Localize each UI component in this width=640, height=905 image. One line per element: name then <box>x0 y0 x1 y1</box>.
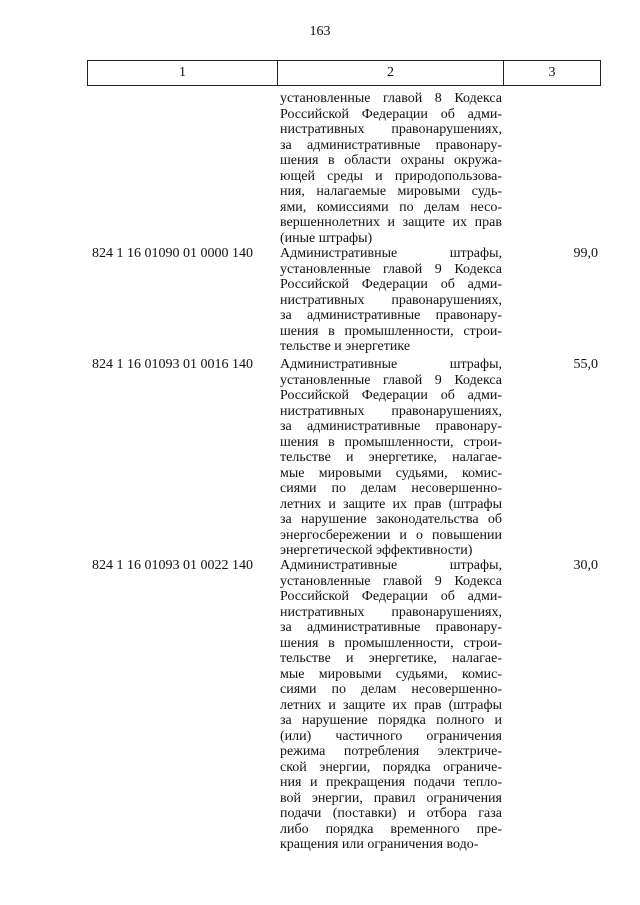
header-col-1: 1 <box>88 61 278 85</box>
text-line: либо порядка временного пре- <box>280 821 502 837</box>
text-line: шения в области охраны окружа- <box>280 153 502 168</box>
text-line: шения в промышленности, строи- <box>280 323 502 339</box>
text-line: за нарушение законодательства об <box>280 512 502 527</box>
text-line: шения в промышленности, строи- <box>280 434 502 450</box>
text-line: ями, комиссиями по делам несо- <box>280 199 502 215</box>
text-line: установленные главой 9 Кодекса <box>280 372 502 388</box>
header-col-3: 3 <box>548 65 556 80</box>
text-line: за административные правонару- <box>280 308 502 323</box>
row-description <box>280 558 502 853</box>
text-line: нистративных правонарушениях, <box>280 122 502 137</box>
text-line: шения в промышленности, строи- <box>280 635 502 651</box>
text-line: сиями по делам несовершенно- <box>280 682 502 697</box>
text-line: (иные штрафы) <box>280 230 373 246</box>
text-line: ния и прекращения подачи тепло- <box>280 775 502 790</box>
row-amount: 30,0 <box>573 558 598 573</box>
text-line: (или) частичного ограничения <box>280 728 502 744</box>
text-line: ской энергии, порядка ограниче- <box>280 759 502 775</box>
text-line: Российской Федерации об адми- <box>280 106 502 122</box>
text-line: мые мировыми судьями, комис- <box>280 666 502 682</box>
text-line: подачи (поставки) и отбора газа <box>280 806 502 821</box>
text-line: энергосбережении и о повышении <box>280 527 502 543</box>
text-line: тельстве и энергетике <box>280 339 411 354</box>
text-line: Российской Федерации об адми- <box>280 589 502 604</box>
text-line: мые мировыми судьями, комис- <box>280 465 502 481</box>
text-line: сиями по делам несовершенно- <box>280 481 502 496</box>
row-description <box>280 246 502 355</box>
text-line: ния, налагаемые мировыми судь- <box>280 184 502 199</box>
text-line: вершеннолетних и защите их прав <box>280 215 502 230</box>
text-line: режима потребления электриче- <box>280 744 502 759</box>
row-code: 824 1 16 01093 01 0022 140 <box>92 558 253 573</box>
text-line: Административные штрафы, <box>280 246 502 261</box>
row-code: 824 1 16 01090 01 0000 140 <box>92 246 253 261</box>
table-header <box>87 60 601 86</box>
text-line: за нарушение порядка полного и <box>280 713 502 728</box>
row-code: 824 1 16 01093 01 0016 140 <box>92 357 253 372</box>
text-line: за административные правонару- <box>280 137 502 153</box>
text-line: ющей среды и природопользова- <box>280 168 502 184</box>
text-line: летних и защите их прав (штрафы <box>280 697 502 713</box>
text-line: Административные штрафы, <box>280 558 502 573</box>
text-line: за административные правонару- <box>280 419 502 434</box>
text-line: установленные главой 9 Кодекса <box>280 261 502 277</box>
text-line: установленные главой 8 Кодекса <box>280 91 502 106</box>
text-line: летних и защите их прав (штрафы <box>280 496 502 512</box>
text-line: установленные главой 9 Кодекса <box>280 573 502 589</box>
text-line: нистративных правонарушениях, <box>280 604 502 620</box>
text-line: энергетической эффективности) <box>280 543 473 558</box>
text-line: вой энергии, правил ограничения <box>280 790 502 806</box>
text-line: нистративных правонарушениях, <box>280 403 502 419</box>
text-line: кращения или ограничения водо- <box>280 837 479 852</box>
text-line: Российской Федерации об адми- <box>280 388 502 403</box>
text-line: Российской Федерации об адми- <box>280 277 502 292</box>
row-amount: 55,0 <box>573 357 598 372</box>
page-number: 163 <box>309 24 331 39</box>
continuation-description <box>280 91 502 246</box>
text-line: за административные правонару- <box>280 620 502 635</box>
row-description <box>280 357 502 559</box>
text-line: Административные штрафы, <box>280 357 502 372</box>
text-line: тельстве и энергетике, налагае- <box>280 651 502 666</box>
text-line: тельстве и энергетике, налагае- <box>280 450 502 465</box>
row-amount: 99,0 <box>573 246 598 261</box>
header-col-2: 2 <box>278 61 504 85</box>
text-line: нистративных правонарушениях, <box>280 292 502 308</box>
